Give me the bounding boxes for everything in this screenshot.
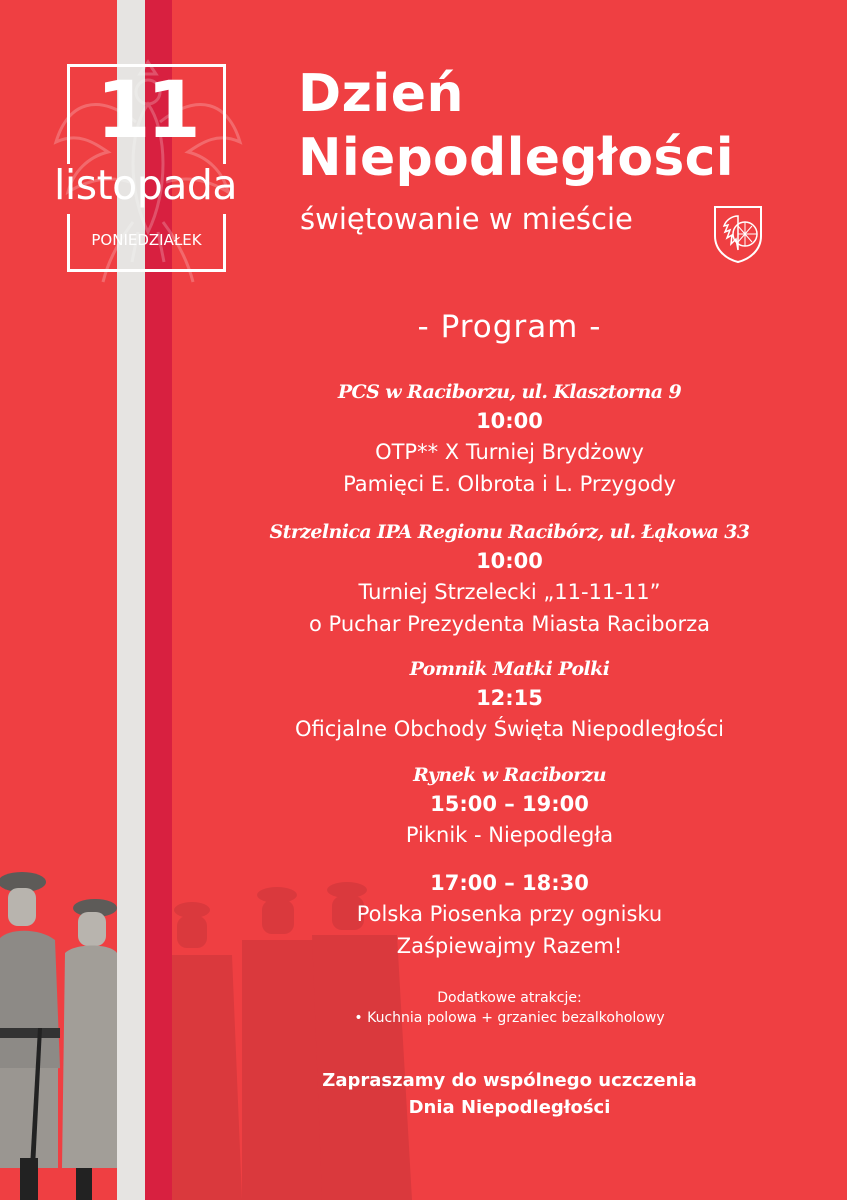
page-title-line2: Niepodległości [298,128,734,188]
extras [172,988,847,1028]
event-description: o Puchar Prezydenta Miasta Raciborza [309,612,710,636]
page-subtitle: świętowanie w mieście [300,202,633,236]
event-venue: Strzelnica IPA Regionu Racibórz, ul. Łąkowa 33 [269,521,750,543]
event-4 [172,761,847,851]
date-weekday: PONIEDZIAŁEK [91,231,202,249]
event-description: Zaśpiewajmy Razem! [396,934,623,958]
event-description: Pamięci E. Olbrota i L. Przygody [343,472,676,496]
extras-item: • Kuchnia polowa + grzaniec bezalkoholowy [354,1010,665,1026]
event-venue: Rynek w Raciborzu [413,764,606,786]
event-2 [172,518,847,640]
event-5 [172,868,847,962]
event-time: 10:00 [476,549,543,573]
event-time: 15:00 – 19:00 [430,792,589,816]
event-description: Polska Piosenka przy ognisku [356,902,663,926]
event-3 [172,655,847,745]
event-description: Piknik - Niepodległa [405,823,614,847]
event-1 [172,378,847,500]
date-month: listopada [53,161,238,209]
event-venue: PCS w Raciborzu, ul. Klasztorna 9 [337,381,682,403]
invitation [172,1067,847,1121]
event-description: Turniej Strzelecki „11-11-11” [358,580,661,604]
page-title-line1: Dzień [298,64,465,124]
extras-heading: Dodatkowe atrakcje: [437,990,582,1006]
historical-soldiers-photo-grayscale [0,868,117,1200]
event-description: Oficjalne Obchody Święta Niepodległości [295,717,724,741]
event-description: OTP** X Turniej Brydżowy [375,440,644,464]
date-day: 11 [96,66,197,156]
event-venue: Pomnik Matki Polki [409,658,610,680]
program-heading: - Program - [417,309,602,345]
invitation-line1: Zapraszamy do wspólnego uczczenia [322,1070,697,1091]
event-time: 17:00 – 18:30 [430,871,589,895]
invitation-line2: Dnia Niepodległości [408,1097,611,1118]
event-time: 10:00 [476,409,543,433]
event-time: 12:15 [476,686,543,710]
raciborz-coat-of-arms-icon [712,204,764,264]
